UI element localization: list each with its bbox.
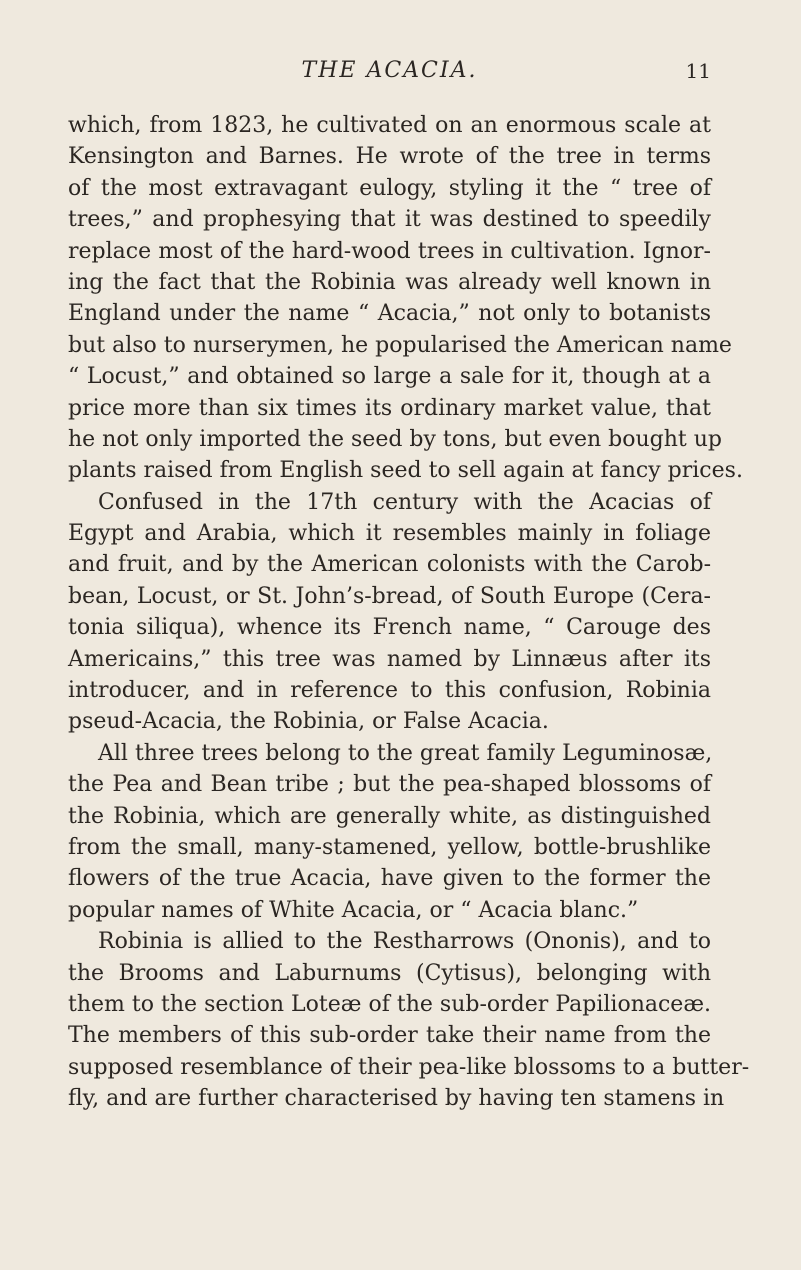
text-line: fly, and are further characterised by having ten stamens in [68,1086,725,1112]
page-header [68,55,711,87]
text-line: England under the name “ Acacia,” not only to botanists [68,301,711,327]
text-line: and fruit, and by the American colonists with the Carob- [68,552,711,578]
text-line: plants raised from English seed to sell again at fancy prices. [68,458,743,484]
text-line: Kensington and Barnes. He wrote of the tree in terms [68,144,711,170]
text-line: Confused in the 17th century with the Acacias of [98,489,711,515]
text-line: popular names of White Acacia, or “ Acacia blanc.” [68,897,639,923]
body-text [68,110,750,1115]
text-line: the Robinia, which are generally white, as distinguished [68,803,711,829]
text-line: of the most extravagant eulogy, styling it the “ tree of [68,175,711,201]
page-number: 11 [685,59,711,83]
text-line: “ Locust,” and obtained so large a sale for it, though at a [68,364,711,390]
text-line: the Brooms and Laburnums (Cytisus), belonging with [68,960,711,986]
running-title: THE ACACIA. [301,58,478,83]
text-line: Robinia is allied to the Restharrows (Ononis), and to [98,929,711,955]
text-line: introducer, and in reference to this confusion, Robinia [68,678,711,704]
text-line: Egypt and Arabia, which it resembles mainly in foliage [68,521,711,547]
text-line: The members of this sub-order take their name from the [68,1023,711,1049]
text-line: ing the fact that the Robinia was already well known in [68,269,711,295]
text-line: supposed resemblance of their pea-like blossoms to a butter- [68,1054,750,1080]
text-line: but also to nurserymen, he popularised the American name [68,332,732,358]
text-line: trees,” and prophesying that it was destined to speedily [68,207,711,233]
text-line: Americains,” this tree was named by Linnæus after its [68,646,711,672]
text-line: from the small, many-stamened, yellow, bottle-brushlike [68,834,711,860]
text-line: All three trees belong to the great family Leguminosæ, [98,740,713,766]
text-line: pseud-Acacia, the Robinia, or False Acacia. [68,709,549,735]
text-line: them to the section Loteæ of the sub-order Papilionaceæ. [68,991,711,1017]
text-line: price more than six times its ordinary market value, that [68,395,711,421]
text-line: which, from 1823, he cultivated on an enormous scale at [68,113,711,138]
text-line: the Pea and Bean tribe ; but the pea-shaped blossoms of [68,772,711,798]
text-line: bean, Locust, or St. John’s-bread, of South Europe (Cera- [68,583,711,609]
text-line: he not only imported the seed by tons, but even bought up [68,426,722,452]
text-line: replace most of the hard-wood trees in cultivation. Ignor- [68,238,711,264]
text-line: tonia siliqua), whence its French name, “ Carouge des [68,615,711,641]
text-line: flowers of the true Acacia, have given to the former the [68,866,711,892]
